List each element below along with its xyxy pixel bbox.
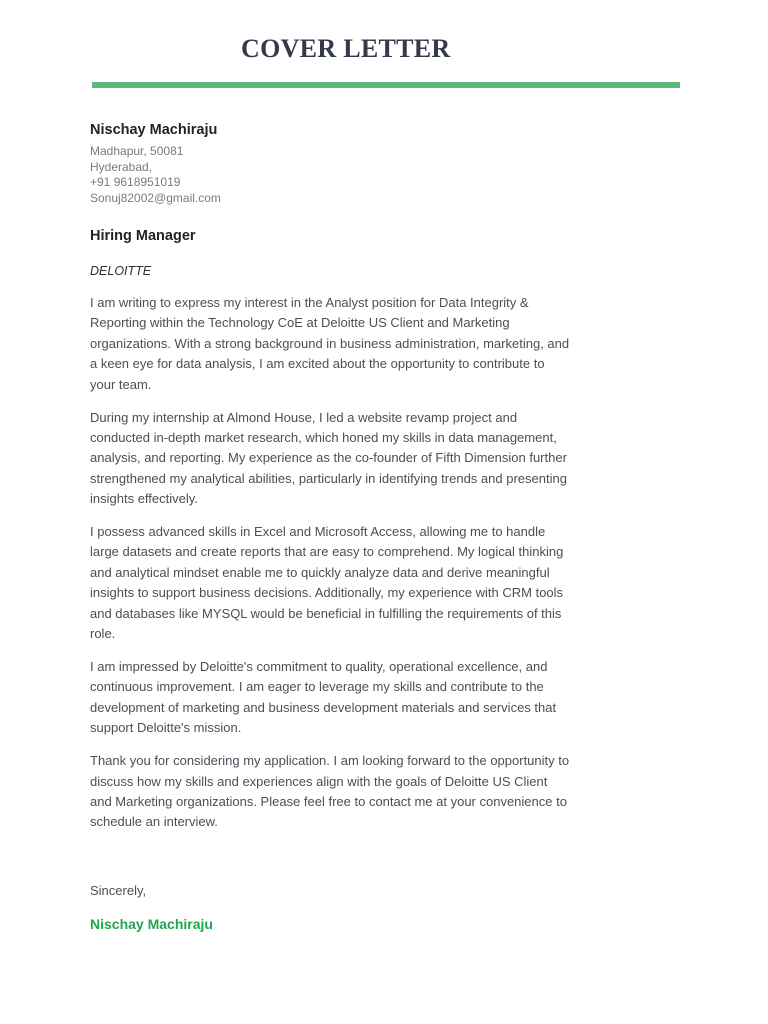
signature-name: Nischay Machiraju xyxy=(90,915,213,932)
sender-address-line1: Madhapur, 50081 xyxy=(90,144,184,158)
page-title: COVER LETTER xyxy=(241,34,451,63)
letter-body xyxy=(90,293,570,833)
sender-name: Nischay Machiraju xyxy=(90,122,218,138)
body-paragraph-4: I am impressed by Deloitte's commitment to quality, operational excellence, and continuous improvement. I am eager to leverage my skills and contribute to the development of marketing and business development materials and services that support Deloitte's mission. xyxy=(90,659,557,736)
letter-content xyxy=(90,120,570,934)
recipient-company: DELOITTE xyxy=(90,264,152,278)
sender-block xyxy=(90,120,570,206)
sender-address-line2: Hyderabad, xyxy=(90,159,153,174)
closing-salutation: Sincerely, xyxy=(90,882,147,898)
body-paragraph-2: During my internship at Almond House, I led a website revamp project and conducted in-depth market research, which honed my skills in data management, analysis, and reporting. My experience as the co-founder of Fifth Dimension further strengthened my analytical abilities, particularly in identifying trends and presenting insights effectively. xyxy=(90,409,567,507)
header-accent-bar xyxy=(92,82,680,88)
body-paragraph-5: Thank you for considering my application. I am looking forward to the opportunity to discuss how my skills and experiences align with the goals of Deloitte US Client and Marketing organizations. Please feel free to contact me at your convenience to schedule an interview. xyxy=(90,753,570,830)
sender-phone: +91 9618951019 xyxy=(90,175,181,189)
recipient-title: Hiring Manager xyxy=(90,228,196,244)
sender-email: Sonuj82002@gmail.com xyxy=(90,190,221,205)
body-paragraph-3: I possess advanced skills in Excel and Microsoft Access, allowing me to handle large datasets and create reports that are easy to comprehend. My logical thinking and analytical mindset enable me to quickly analyze data and derive meaningful insights to support business decisions. Additionally, my experience with CRM tools and databases like MYSQL would be beneficial in fulfilling the requirements of this role. xyxy=(90,524,564,642)
body-paragraph-1: I am writing to express my interest in the Analyst position for Data Integrity & Reporting within the Technology CoE at Deloitte US Client and Marketing organizations. With a strong background in business administration, marketing, and a keen eye for data analysis, I am excited about the opportunity to contribute to your team. xyxy=(90,295,570,392)
